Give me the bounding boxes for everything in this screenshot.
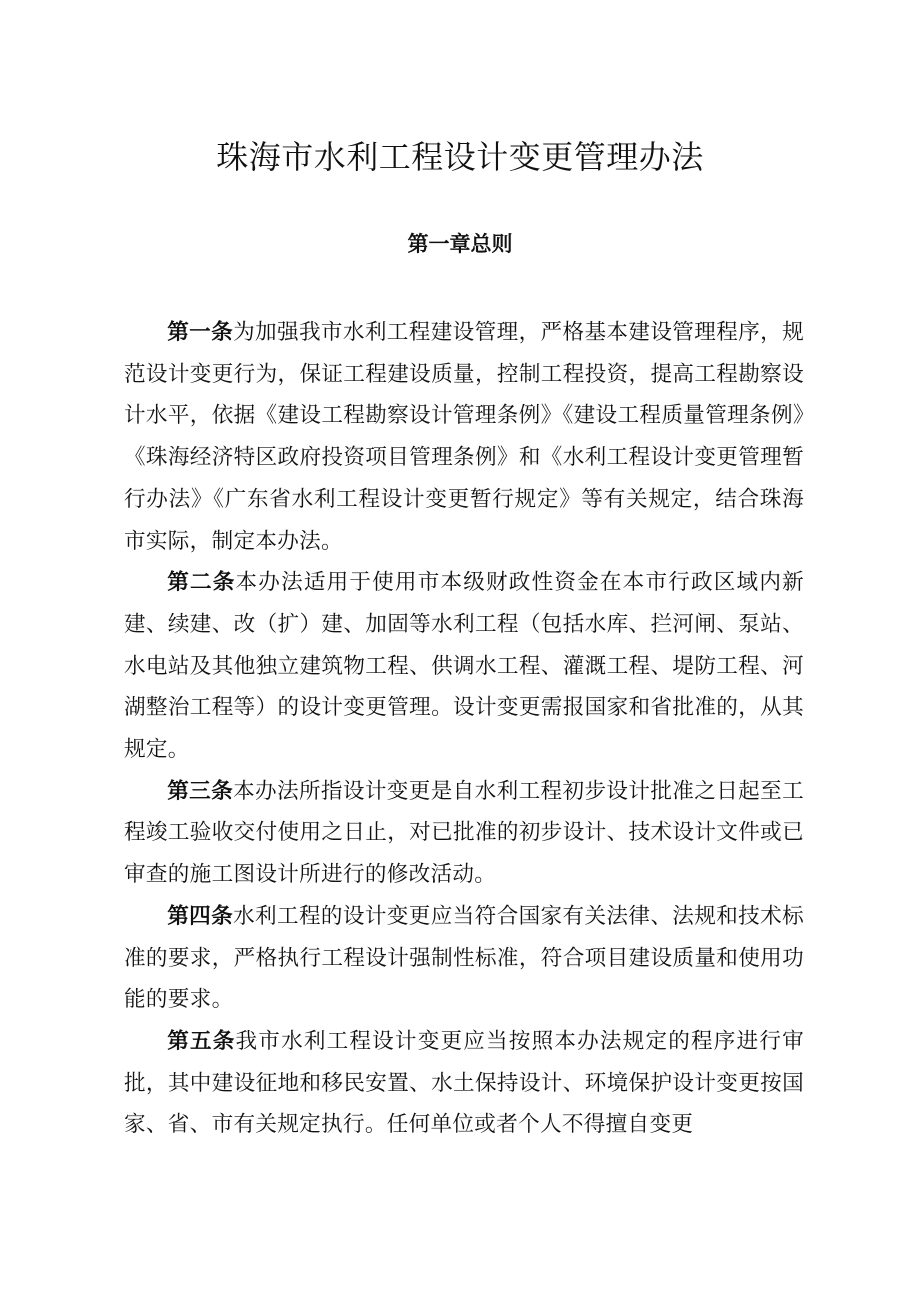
article-3 — [124, 771, 804, 896]
article-text: 本办法所指设计变更是自水利工程初步设计批准之日起至工程竣工验收交付使用之日止，对已批准的初步设计、技术设计文件或已审查的施工图设计所进行的修改活动。 — [124, 778, 804, 888]
document-title: 珠海市水利工程设计变更管理办法 — [216, 138, 704, 176]
article-5 — [124, 1021, 804, 1146]
article-number: 第三条 — [167, 778, 234, 804]
article-1 — [124, 312, 804, 562]
document-body — [124, 312, 804, 1146]
article-number: 第二条 — [167, 570, 236, 596]
article-4 — [124, 896, 804, 1021]
article-text: 我市水利工程设计变更应当按照本办法规定的程序进行审批，其中建设征地和移民安置、水土保持设计、环境保护设计变更按国家、省、市有关规定执行。任何单位或者个人不得擅自变更 — [124, 1028, 804, 1138]
article-2 — [124, 562, 804, 771]
article-text: 为加强我市水利工程建设管理，严格基本建设管理程序，规范设计变更行为，保证工程建设质量，控制工程投资，提高工程勘察设计水平，依据《建设工程勘察设计管理条例》《建设工程质量管理条例》《珠海经济特区政府投资项目管理条例》和《水利工程设计变更管理暂行办法》《广东省水利工程设计变更暂行规定》等有关规定，结合珠海市实际，制定本办法。 — [124, 320, 804, 554]
article-number: 第五条 — [167, 1028, 236, 1054]
article-number: 第一条 — [167, 320, 234, 345]
chapter-title: 第一章总则 — [407, 232, 513, 256]
article-number: 第四条 — [167, 903, 234, 929]
article-text: 水利工程的设计变更应当符合国家有关法律、法规和技术标准的要求，严格执行工程设计强制性标准，符合项目建设质量和使用功能的要求。 — [124, 903, 804, 1013]
article-text: 本办法适用于使用市本级财政性资金在本市行政区域内新建、续建、改（扩）建、加固等水利工程（包括水库、拦河闸、泵站、水电站及其他独立建筑物工程、供调水工程、灌溉工程、堤防工程、河湖整治工程等）的设计变更管理。设计变更需报国家和省批准的，从其规定。 — [124, 570, 804, 763]
